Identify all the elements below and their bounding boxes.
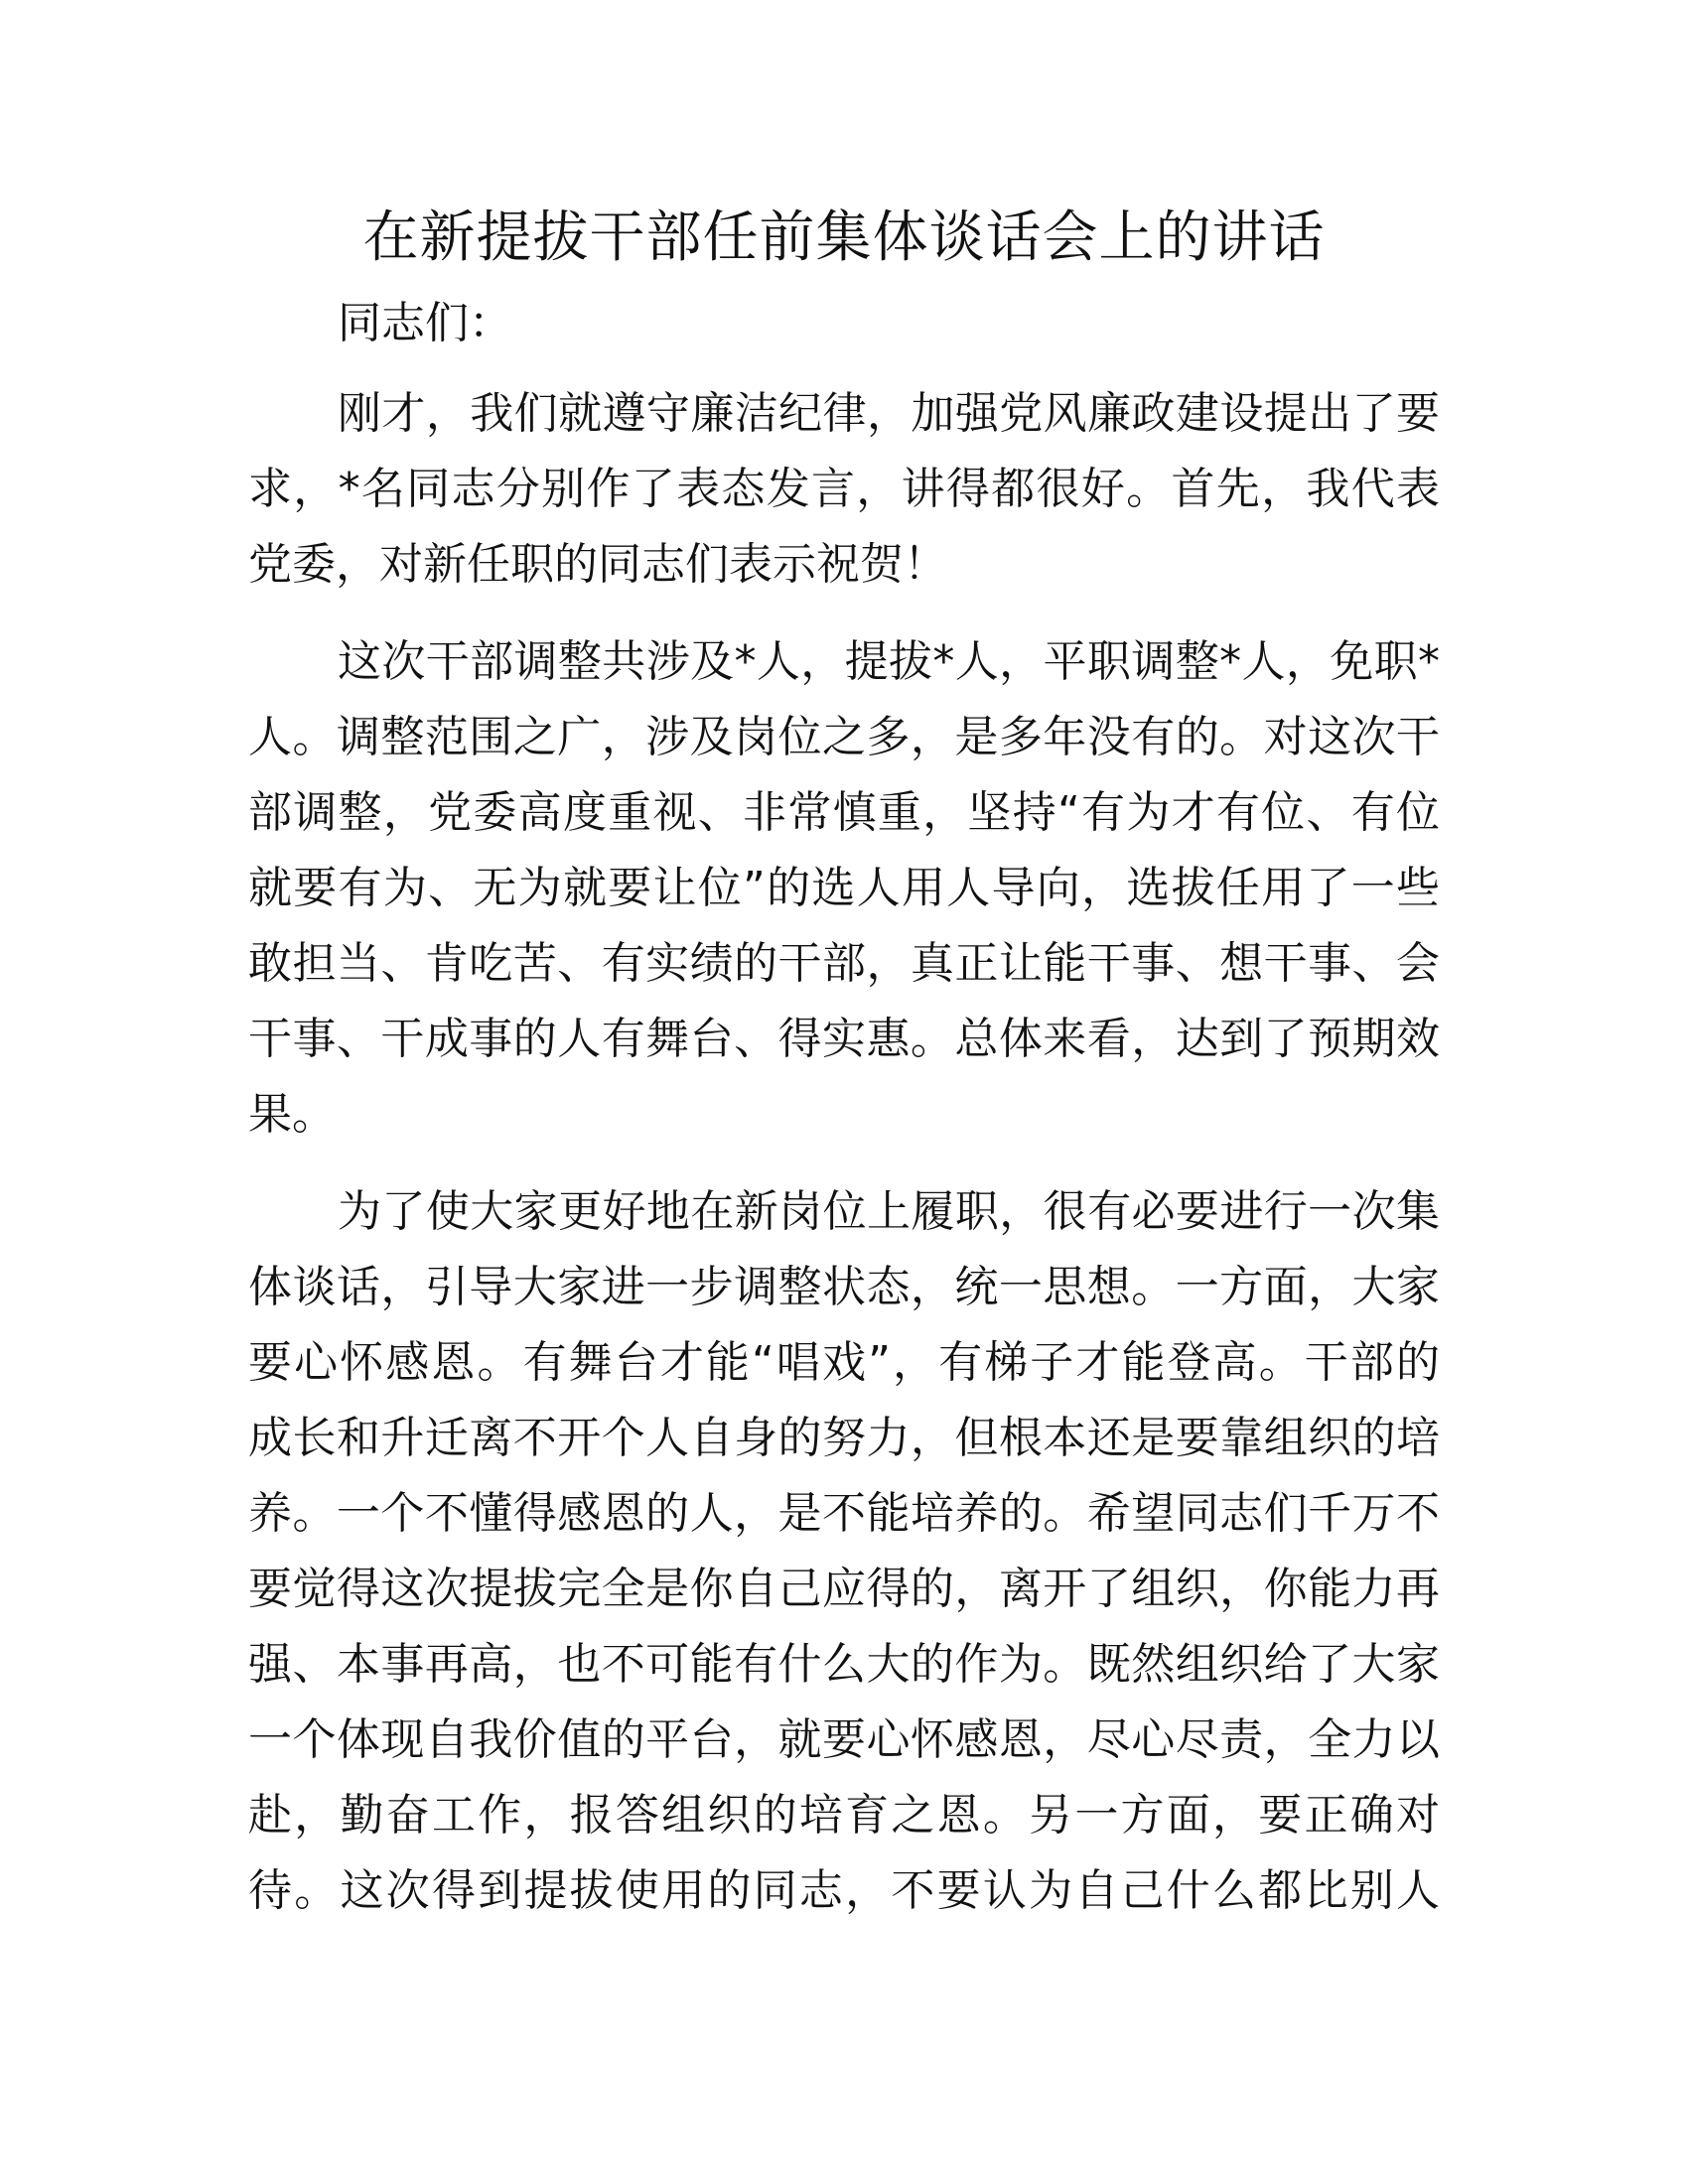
- paragraph-line: 就要有为、无为就要让位”的选人用人导向，选拔任用了一些: [248, 863, 1440, 913]
- paragraph-line: 赴，勤奋工作，报答组织的培育之恩。另一方面，要正确对: [248, 1790, 1440, 1841]
- paragraph-2: [248, 624, 1440, 1153]
- paragraph-line: 待。这次得到提拔使用的同志，不要认为自己什么都比别人: [248, 1865, 1440, 1916]
- paragraph-line: 为了使大家更好地在新岗位上履职，很有必要进行一次集: [338, 1186, 1440, 1237]
- paragraph-line: 体谈话，引导大家进一步调整状态，统一思想。一方面，大家: [248, 1262, 1440, 1312]
- paragraph-line: 要觉得这次提拔完全是你自己应得的，离开了组织，你能力再: [248, 1564, 1440, 1614]
- paragraph-line: 果。: [248, 1089, 336, 1140]
- paragraph-line: 人。调整范围之广，涉及岗位之多，是多年没有的。对这次干: [248, 712, 1440, 762]
- paragraph-line: 强、本事再高，也不可能有什么大的作为。既然组织给了大家: [248, 1639, 1440, 1690]
- document-body: [248, 293, 1440, 1951]
- paragraph-line: 要心怀感恩。有舞台才能“唱戏”，有梯子才能登高。干部的: [248, 1337, 1440, 1388]
- paragraph-line: 一个体现自我价值的平台，就要心怀感恩，尽心尽责，全力以: [248, 1714, 1440, 1765]
- greeting-line: 同志们：: [338, 298, 512, 348]
- paragraph-line: 这次干部调整共涉及*人，提拔*人，平职调整*人，免职*: [338, 636, 1440, 687]
- paragraph-3: [248, 1174, 1440, 1929]
- paragraph-line: 成长和升迁离不开个人自身的努力，但根本还是要靠组织的培: [248, 1413, 1440, 1463]
- paragraph-line: 部调整，党委高度重视、非常慎重，坚持“有为才有位、有位: [248, 787, 1440, 838]
- paragraph-line: 党委，对新任职的同志们表示祝贺！: [248, 539, 947, 590]
- paragraph-line: 养。一个不懂得感恩的人，是不能培养的。希望同志们千万不: [248, 1488, 1440, 1539]
- paragraph-line: 干事、干成事的人有舞台、得实惠。总体来看，达到了预期效: [248, 1014, 1440, 1064]
- paragraph-line: 敢担当、肯吃苦、有实绩的干部，真正让能干事、想干事、会: [248, 938, 1440, 989]
- paragraph-line: 刚才，我们就遵守廉洁纪律，加强党风廉政建设提出了要: [338, 388, 1440, 439]
- document-title: 在新提拔干部任前集体谈话会上的讲话: [362, 205, 1326, 270]
- paragraph-1: [248, 376, 1440, 603]
- paragraph-line: 求，*名同志分别作了表态发言，讲得都很好。首先，我代表: [248, 464, 1440, 514]
